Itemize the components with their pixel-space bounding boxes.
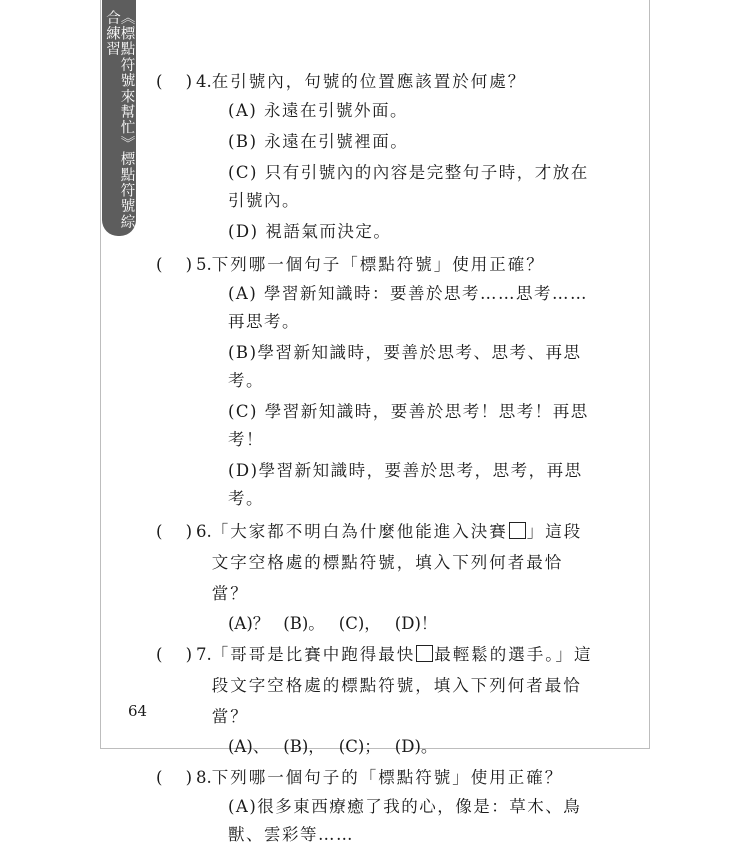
question-text: 「哥哥是比賽中跑得最快 最輕鬆的選手。」這段文字空格處的標點符號，填入下列何者最恰當？ [211, 645, 593, 726]
option-d: (D)。 [394, 737, 438, 756]
question-6 [156, 516, 596, 639]
option-b: (B)學習新知識時，要善於思考、思考、再思考。 [228, 343, 582, 390]
fill-in-box [509, 522, 526, 539]
answer-blank: ( ) [156, 645, 192, 664]
option-a: (A)？ [228, 614, 270, 633]
option-c: (C)， [338, 614, 381, 633]
option-b: (B) 永遠在引號裡面。 [228, 132, 409, 151]
question-7 [156, 639, 596, 762]
option-b: (B)。 [283, 614, 325, 633]
question-4 [156, 66, 596, 246]
question-list [156, 66, 596, 852]
option-d: (D)學習新知識時，要善於思考，思考，再思考。 [228, 461, 583, 508]
option-d: (D) 視語氣而決定。 [228, 222, 392, 241]
option-a: (A) 學習新知識時：要善於思考……思考……再思考。 [228, 284, 589, 331]
question-number: 4. [196, 72, 212, 91]
chapter-side-tab [102, 0, 136, 236]
inline-options [228, 732, 596, 762]
answer-blank: ( ) [156, 768, 192, 787]
question-number: 6. [196, 522, 212, 541]
option-a: (A)很多東西療癒了我的心，像是：草木、鳥獸、雲彩等…… [228, 797, 582, 844]
question-number: 7. [196, 645, 212, 664]
answer-blank: ( ) [156, 72, 192, 91]
question-text: 「大家都不明白為什麼他能進入決賽 」這段文字空格處的標點符號，填入下列何者最恰當？ [211, 522, 583, 603]
question-text: 在引號內，句號的位置應該置於何處？ [211, 72, 527, 91]
option-d: (D)！ [394, 614, 438, 633]
inline-options [228, 609, 596, 639]
answer-blank: ( ) [156, 255, 192, 274]
question-8 [156, 762, 596, 849]
question-5 [156, 249, 596, 513]
option-c: (C) 只有引號內的內容是完整句子時，才放在引號內。 [228, 163, 589, 210]
page-number: 64 [128, 702, 148, 720]
option-a: (A) 永遠在引號外面。 [228, 101, 409, 120]
question-number: 8. [196, 768, 212, 787]
question-text: 下列哪一個句子「標點符號」使用正確？ [211, 255, 545, 274]
chapter-title: 《標點符號來幫忙》標點符號綜合練習 [104, 10, 135, 230]
question-text: 下列哪一個句子的「標點符號」使用正確？ [211, 768, 564, 787]
question-number: 5. [196, 255, 212, 274]
answer-blank: ( ) [156, 522, 192, 541]
fill-in-box [416, 645, 433, 662]
option-a: (A)、 [228, 737, 270, 756]
option-c: (C)； [338, 737, 381, 756]
option-c: (C) 學習新知識時，要善於思考！思考！再思考！ [228, 402, 589, 449]
option-b: (B)， [283, 737, 325, 756]
